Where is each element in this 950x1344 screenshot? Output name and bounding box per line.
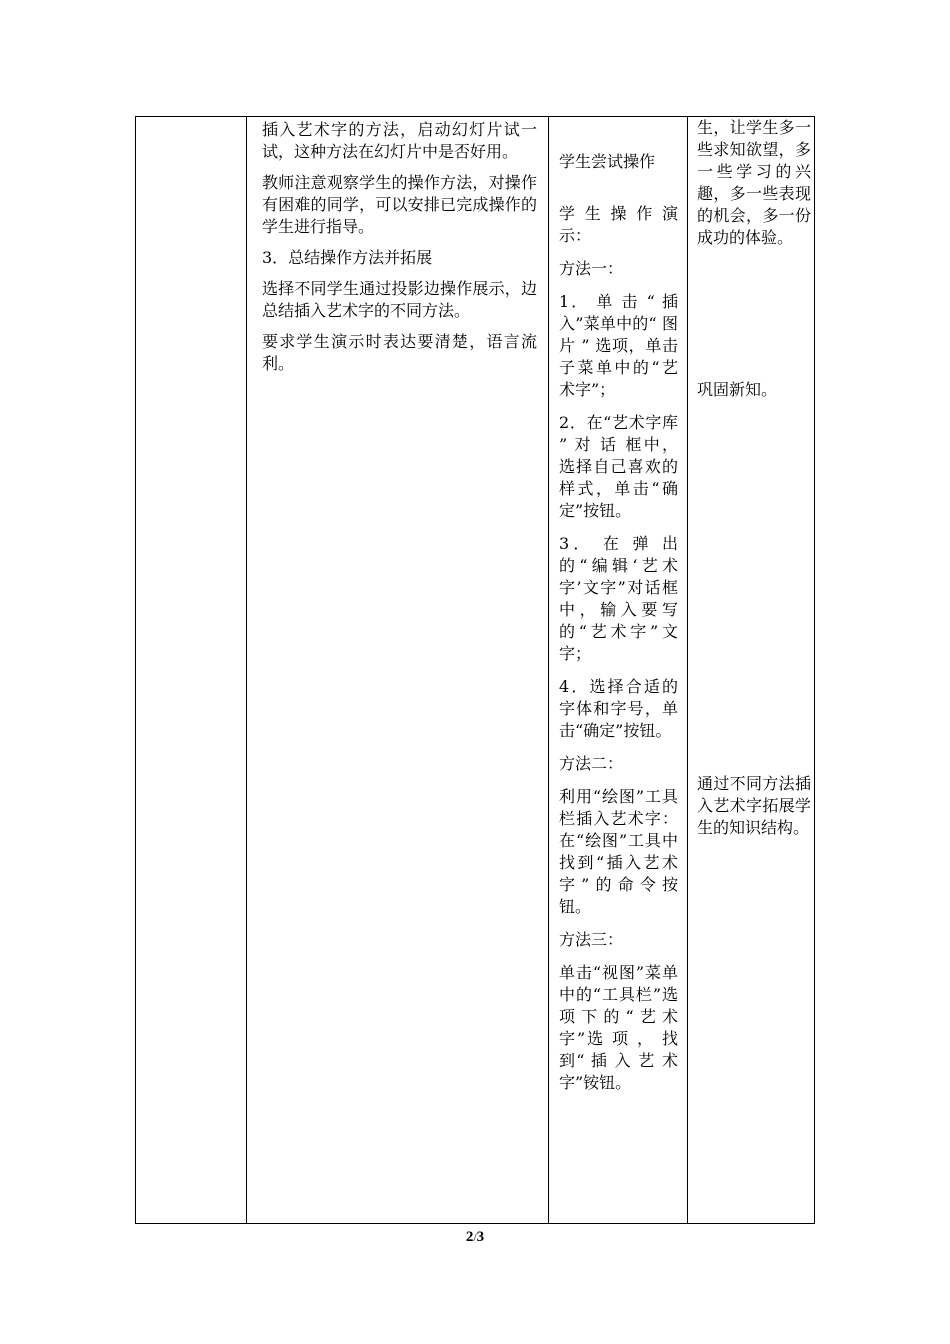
student-paragraph: 1． 单 击 “ 插入”菜单中的“ 图 片 ” 选项，单击子菜单中的“艺术字”； — [559, 292, 678, 399]
student-paragraph: 单击“视图”菜单中的“工具栏”选项下的“艺术字”选 项 ， 找 到“ 插 入 艺 术字”铵钮。 — [559, 963, 678, 1092]
teacher-paragraph: 要求学生演示时表达要清楚，语言流利。 — [262, 332, 537, 373]
teacher-paragraph: 教师注意观察学生的操作方法，对操作有困难的同学，可以安排已完成操作的学生进行指导。 — [262, 173, 537, 236]
page-number — [0, 1229, 950, 1246]
column-divider — [246, 117, 247, 1223]
design-intent-column — [694, 117, 814, 1223]
student-paragraph: 利用“绘图”工具栏插入艺术字：在“绘图”工具中找到“插入艺术字”的命令按钮。 — [559, 787, 678, 916]
student-paragraph: 4．选择合适的字体和字号，单击“确定”按钮。 — [559, 677, 678, 740]
intent-paragraph: 巩固新知。 — [697, 380, 778, 399]
teacher-paragraph: 选择不同学生通过投影边操作展示，边总结插入艺术字的不同方法。 — [262, 279, 537, 320]
column-divider — [548, 117, 549, 1223]
student-paragraph: 学生尝试操作 — [559, 152, 656, 171]
intent-paragraph: 生，让学生多一些求知欲望，多一些学习的兴趣，多一些表现的机会，多一份成功的体验。 — [697, 118, 811, 247]
teacher-paragraph: 插入艺术字的方法，启动幻灯片试一试，这种方法在幻灯片中是否好用。 — [262, 120, 537, 161]
column-divider — [687, 117, 688, 1223]
student-paragraph: 方法三： — [559, 930, 624, 949]
page-separator: / — [473, 1230, 477, 1244]
lesson-plan-table — [135, 116, 815, 1224]
student-activity-column — [556, 117, 681, 1223]
student-paragraph: 方法一： — [559, 259, 624, 278]
student-paragraph: 3． 在 弹 出 的“编辑‘艺术字’文字”对话框中，输入要写的“艺术字”文字； — [559, 534, 678, 663]
student-paragraph: 2．在“艺术字库 ” 对 话 框中，选择自己喜欢的样式，单击“确定”按钮。 — [559, 413, 678, 520]
total-pages: 3 — [476, 1229, 485, 1245]
student-paragraph: 学 生 操 作 演示： — [559, 204, 678, 245]
current-page: 2 — [465, 1229, 474, 1245]
student-paragraph: 方法二： — [559, 754, 624, 773]
intent-paragraph: 通过不同方法插入艺术字拓展学生的知识结构。 — [697, 774, 811, 837]
teacher-activity-column — [253, 117, 543, 1223]
teacher-paragraph: 3．总结操作方法并拓展 — [262, 248, 433, 267]
